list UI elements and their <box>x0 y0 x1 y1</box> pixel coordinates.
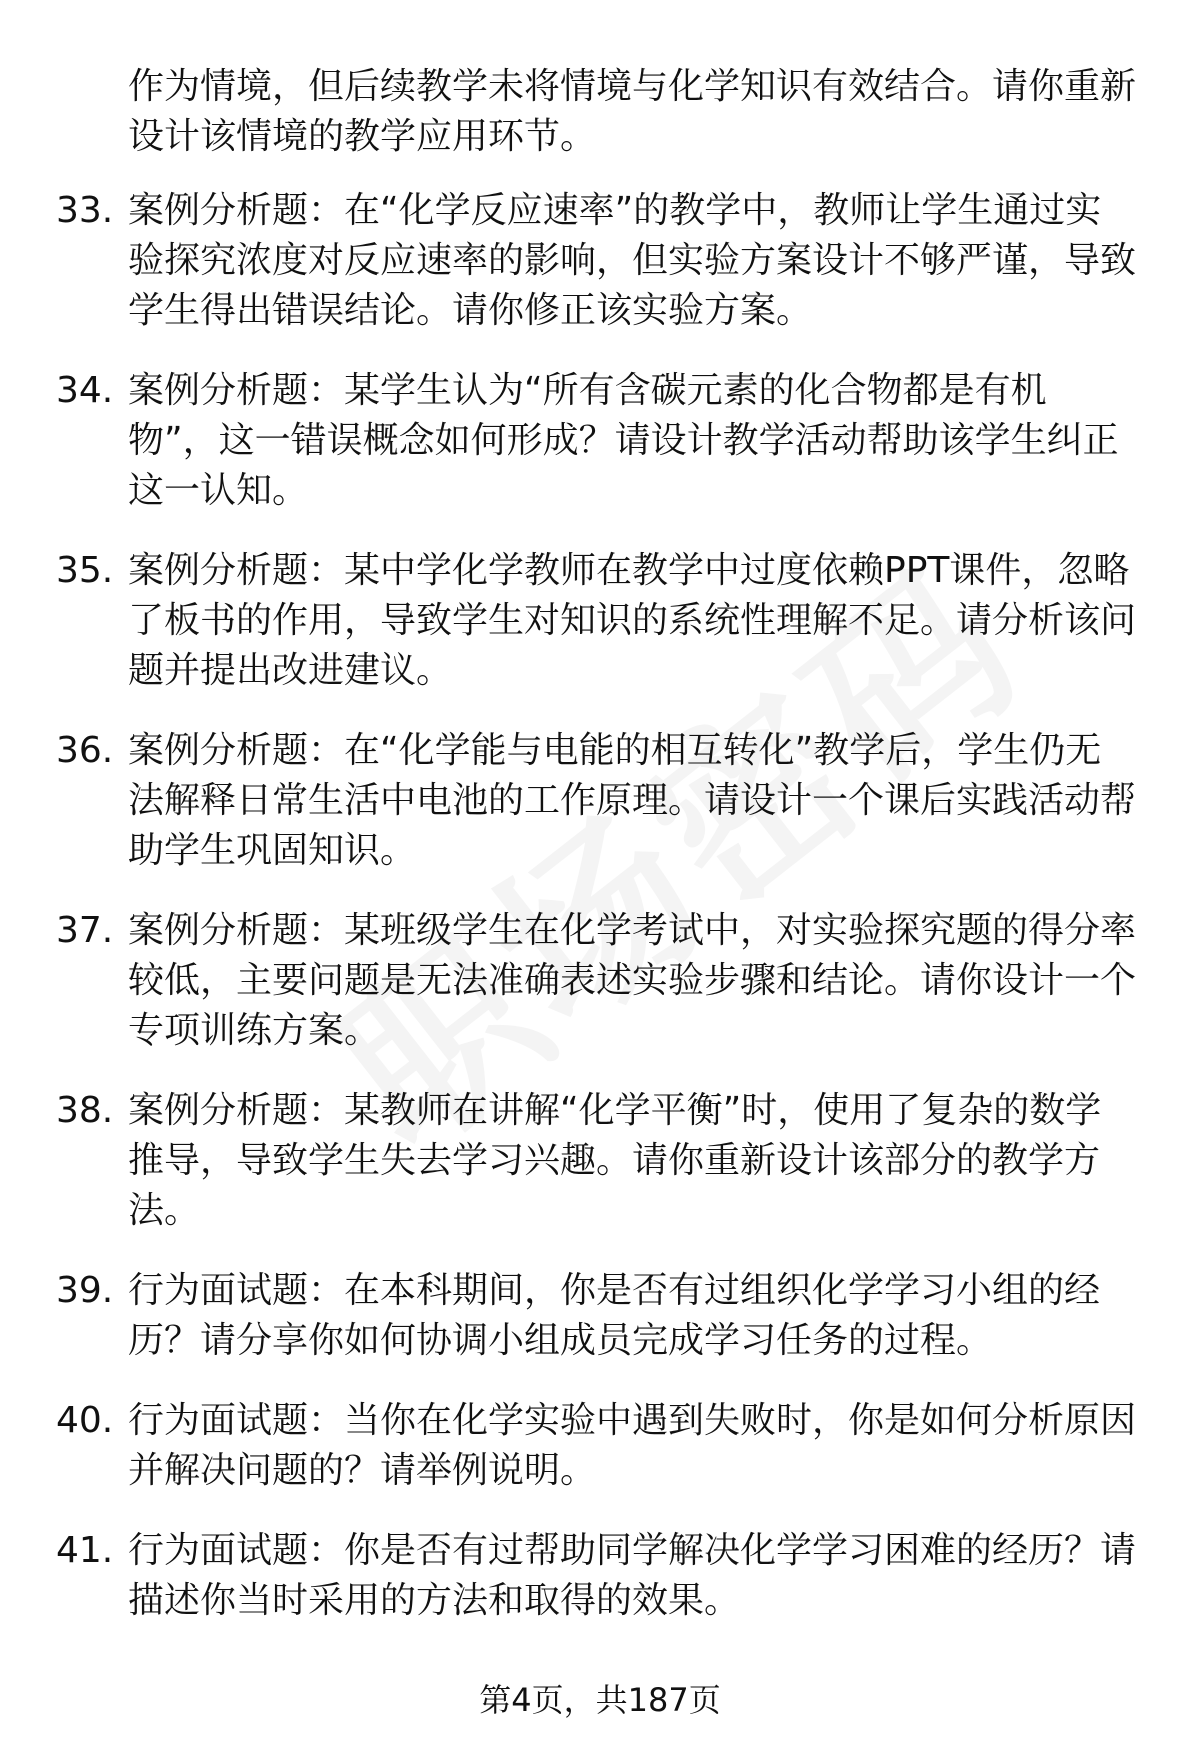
question-text: 案例分析题：在“化学能与电能的相互转化”教学后，学生仍无 法解释日常生活中电池的工作原理。请设计一个课后实践活动帮 助学生巩固知识。 <box>128 730 1137 871</box>
question-item <box>0 726 1200 876</box>
question-text: 案例分析题：某班级学生在化学考试中，对实验探究题的得分率 较低，主要问题是无法准确表述实验步骤和结论。请你设计一个 专项训练方案。 <box>128 910 1137 1051</box>
question-number: 36. <box>56 730 114 771</box>
question-number: 35. <box>56 550 114 591</box>
question-number: 40. <box>56 1400 114 1441</box>
question-number: 34. <box>56 370 114 411</box>
question-item <box>0 546 1200 696</box>
question-number: 38. <box>56 1090 114 1131</box>
question-text: 行为面试题：当你在化学实验中遇到失败时，你是如何分析原因 并解决问题的？请举例说明。 <box>128 1400 1137 1491</box>
page-number: 第4页，共187页 <box>479 1681 721 1719</box>
question-number: 33. <box>56 190 114 231</box>
question-text: 案例分析题：在“化学反应速率”的教学中，教师让学生通过实 验探究浓度对反应速率的影响，但实验方案设计不够严谨，导致 学生得出错误结论。请你修正该实验方案。 <box>128 190 1137 331</box>
question-text: 案例分析题：某中学化学教师在教学中过度依赖PPT课件，忽略 了板书的作用，导致学生对知识的系统性理解不足。请分析该问 题并提出改进建议。 <box>128 550 1137 691</box>
continuation-text: 作为情境，但后续教学未将情境与化学知识有效结合。请你重新 设计该情境的教学应用环节。 <box>128 66 1137 157</box>
question-text: 案例分析题：某教师在讲解“化学平衡”时，使用了复杂的数学 推导，导致学生失去学习兴趣。请你重新设计该部分的教学方 法。 <box>128 1090 1102 1231</box>
question-number: 39. <box>56 1270 114 1311</box>
question-item <box>0 1086 1200 1236</box>
question-list <box>0 186 1200 1656</box>
question-text: 行为面试题：在本科期间，你是否有过组织化学学习小组的经 历？请分享你如何协调小组成员完成学习任务的过程。 <box>128 1270 1101 1361</box>
question-item <box>0 366 1200 516</box>
question-item <box>0 186 1200 336</box>
question-item <box>0 1396 1200 1496</box>
question-text: 行为面试题：你是否有过帮助同学解决化学学习困难的经历？请 描述你当时采用的方法和取得的效果。 <box>128 1530 1137 1621</box>
question-item <box>0 1266 1200 1366</box>
question-item <box>0 1526 1200 1626</box>
question-text: 案例分析题：某学生认为“所有含碳元素的化合物都是有机 物”，这一错误概念如何形成？请设计教学活动帮助该学生纠正 这一认知。 <box>128 370 1119 511</box>
question-number: 41. <box>56 1530 114 1571</box>
question-item <box>0 906 1200 1056</box>
question-number: 37. <box>56 910 114 951</box>
